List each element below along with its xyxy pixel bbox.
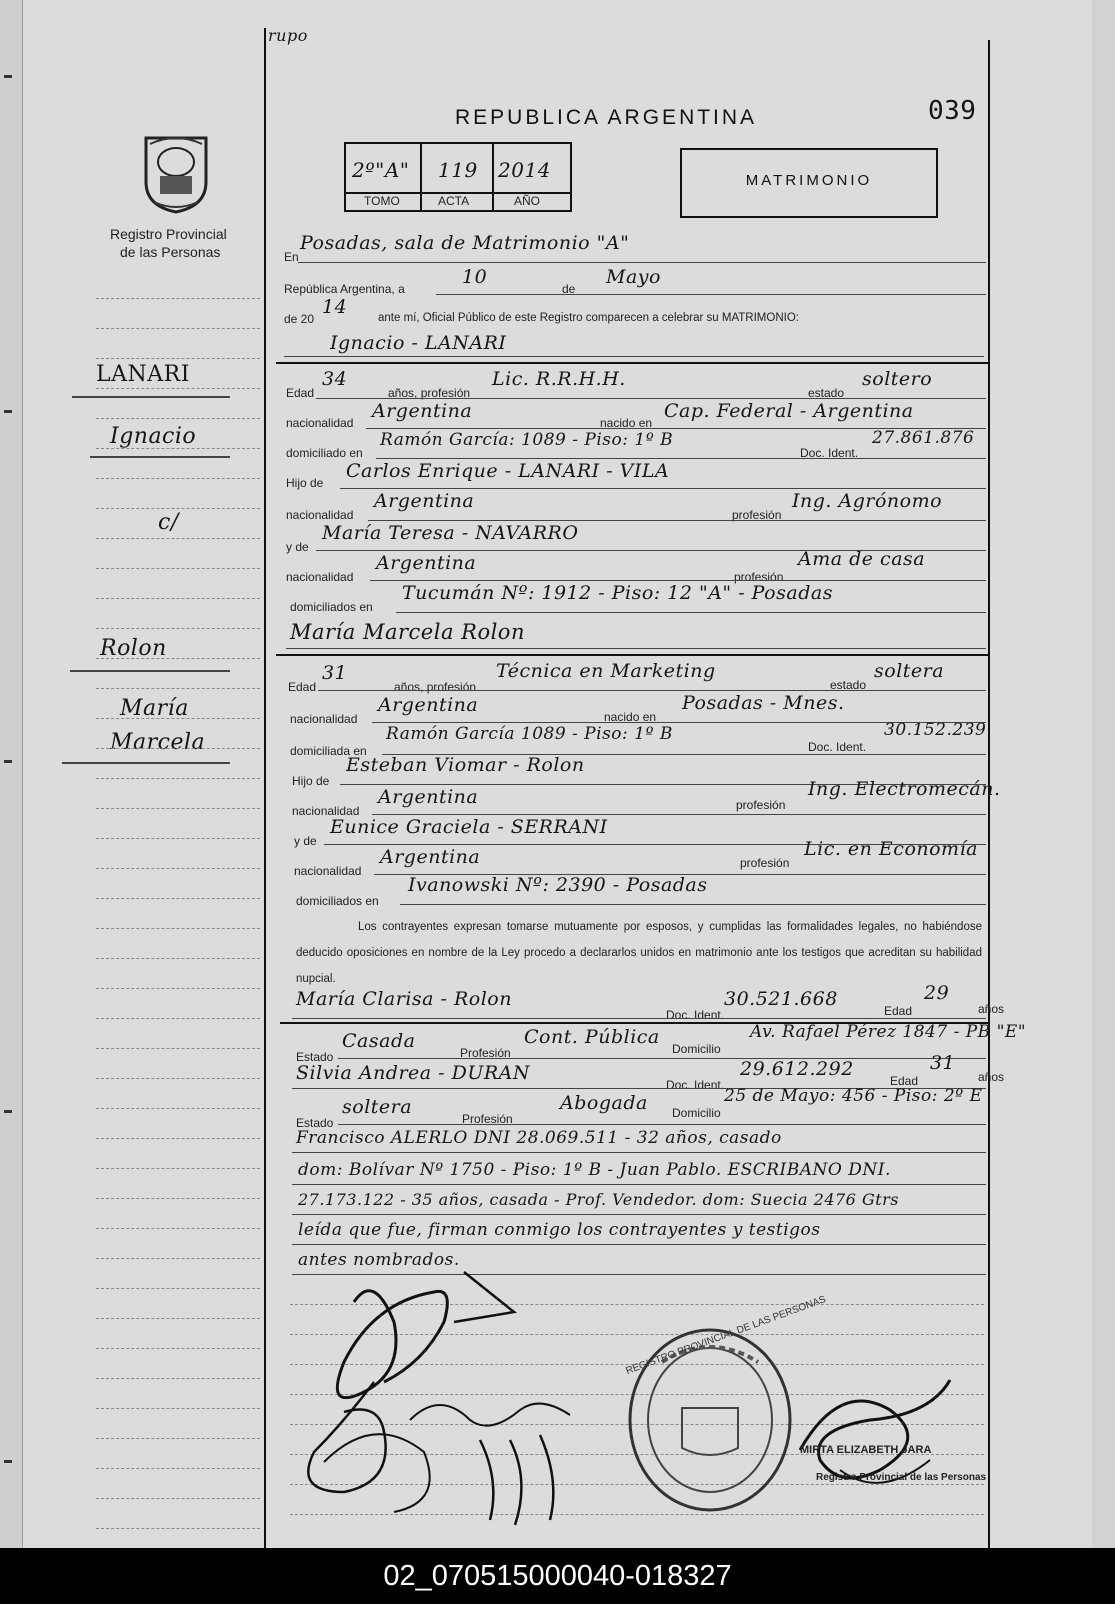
- binding-edge: [0, 0, 23, 1548]
- acta-value: 119: [438, 158, 478, 182]
- groom-birthplace: Cap. Federal - Argentina: [664, 400, 914, 422]
- groom-father-nationality: Argentina: [374, 490, 475, 512]
- bride-birthplace: Posadas - Mnes.: [682, 692, 845, 714]
- profesion-label: profesión: [736, 798, 786, 812]
- groom-name: Ignacio - LANARI: [330, 332, 507, 354]
- anio-value: 2014: [498, 158, 551, 182]
- margin-rule: [96, 658, 260, 659]
- margin-rule: [96, 958, 260, 959]
- witness1-age: 29: [924, 982, 950, 1004]
- margin-surname2: Rolon: [100, 636, 167, 661]
- footer-id: 02_070515000040-018327: [0, 1548, 1115, 1604]
- round-seal-icon: [622, 1322, 798, 1518]
- margin-name2b: Marcela: [110, 730, 206, 755]
- extra-line-4: leída que fue, firman conmigo los contrayentes y testigos: [298, 1220, 821, 1240]
- extra-line-2: dom: Bolívar Nº 1750 - Piso: 1º B - Juan Pablo. ESCRIBANO DNI.: [298, 1160, 891, 1180]
- profesion-label: profesión: [734, 570, 784, 584]
- registry-line2: de las Personas: [120, 244, 221, 260]
- estado-label: Estado: [296, 1050, 334, 1064]
- domiciliados-label: domiciliados en: [296, 894, 379, 908]
- republica-label: República Argentina, a: [284, 282, 405, 296]
- witness2-address: 25 de Mayo: 456 - Piso: 2º E: [724, 1086, 983, 1106]
- page-number: 039: [928, 96, 977, 126]
- margin-rule: [96, 1408, 260, 1409]
- margin-rule: [96, 1258, 260, 1259]
- margin-rule: [96, 418, 260, 419]
- hijo-label: Hijo de: [292, 774, 330, 788]
- yde-label: y de: [294, 834, 317, 848]
- witness2-age: 31: [930, 1052, 956, 1074]
- bride-father-profession: Ing. Electromecán.: [808, 778, 1001, 800]
- witness1-status: Casada: [342, 1030, 416, 1052]
- domiciliada-label: domiciliada en: [290, 744, 367, 758]
- margin-rule: [96, 388, 260, 389]
- anio-label: AÑO: [514, 194, 541, 208]
- nacionalidad-label: nacionalidad: [286, 416, 354, 430]
- margin-rule: [96, 508, 260, 509]
- profesion-label: Profesión: [462, 1112, 513, 1126]
- bride-doc: 30.152.239: [884, 720, 987, 740]
- nacionalidad-label: nacionalidad: [294, 864, 362, 878]
- nacido-label: nacido en: [600, 416, 653, 430]
- profesion-label: años, profesión: [388, 386, 471, 400]
- tomo-value: 2º"A": [352, 158, 410, 182]
- doc-label: Doc. Ident.: [666, 1078, 725, 1092]
- witness2-name: Silvia Andrea - DURAN: [296, 1062, 531, 1084]
- profesion-label: profesión: [732, 508, 782, 522]
- margin-rule: [96, 898, 260, 899]
- estado-label: estado: [830, 678, 867, 692]
- margin-rule: [96, 1498, 260, 1499]
- nacionalidad-label: nacionalidad: [292, 804, 360, 818]
- binding-hole: [4, 1110, 12, 1113]
- margin-rule: [96, 1198, 260, 1199]
- provincial-seal-icon: [136, 132, 216, 216]
- margin-rule: [96, 1318, 260, 1319]
- tomo-acta-box: [344, 142, 572, 212]
- groom-father-profession: Ing. Agrónomo: [792, 490, 943, 512]
- groom-father: Carlos Enrique - LANARI - VILA: [346, 460, 670, 482]
- doc-label: Doc. Ident.: [666, 1008, 725, 1022]
- tomo-label: TOMO: [364, 194, 400, 208]
- groom-profession: Lic. R.R.H.H.: [492, 368, 626, 390]
- margin-name2a: María: [120, 696, 189, 721]
- nacionalidad-label: nacionalidad: [286, 508, 354, 522]
- round-seal-text: REGISTRO PROVINCIAL DE LAS PERSONAS: [624, 1294, 828, 1377]
- margin-rule: [96, 598, 260, 599]
- domicilio-label: Domicilio: [672, 1042, 721, 1056]
- anos-label: años: [978, 1002, 1005, 1016]
- groom-mother: María Teresa - NAVARRO: [322, 522, 579, 544]
- bride-nationality: Argentina: [378, 694, 479, 716]
- witness-signature-icon: [400, 1380, 600, 1530]
- bride-mother-profession: Lic. en Economía: [804, 838, 978, 860]
- extra-line-1: Francisco ALERLO DNI 28.069.511 - 32 años, casado: [296, 1128, 782, 1148]
- witness2-doc: 29.612.292: [740, 1058, 854, 1080]
- bride-name: María Marcela Rolon: [290, 620, 525, 644]
- doc-label: Doc. Ident.: [808, 740, 867, 754]
- margin-rule: [96, 538, 260, 539]
- left-frame-line: [264, 28, 266, 1548]
- binding-hole: [4, 1460, 12, 1463]
- groom-mother-nationality: Argentina: [376, 552, 477, 574]
- hijo-label: Hijo de: [286, 476, 324, 490]
- margin-rule: [96, 1138, 260, 1139]
- estado-label: Estado: [296, 1116, 334, 1130]
- groom-status: soltero: [862, 368, 933, 390]
- margin-rule: [96, 1468, 260, 1469]
- bride-parents-address: Ivanowski Nº: 2390 - Posadas: [408, 874, 708, 896]
- binding-hole: [4, 410, 12, 413]
- margin-surname1: LANARI: [96, 362, 190, 387]
- margin-rule: [96, 1348, 260, 1349]
- estado-label: estado: [808, 386, 845, 400]
- margin-rule: [96, 688, 260, 689]
- margin-rule: [96, 1168, 260, 1169]
- official-name: MIRTA ELIZABETH JARA: [800, 1444, 932, 1456]
- margin-rule: [96, 928, 260, 929]
- acta-label: ACTA: [438, 194, 470, 208]
- groom-doc: 27.861.876: [872, 428, 975, 448]
- witness2-status: soltera: [342, 1096, 413, 1118]
- record-type-box: [680, 148, 938, 218]
- margin-rule: [96, 1288, 260, 1289]
- binding-hole: [4, 75, 12, 78]
- margin-conj: c/: [158, 510, 179, 535]
- corner-mark: rupo: [268, 26, 308, 45]
- country-title: REPUBLICA ARGENTINA: [455, 106, 758, 129]
- groom-age: 34: [322, 368, 348, 390]
- margin-rule: [96, 478, 260, 479]
- bride-age: 31: [322, 662, 348, 684]
- groom-address: Ramón García: 1089 - Piso: 1º B: [380, 430, 674, 450]
- bride-mother: Eunice Graciela - SERRANI: [330, 816, 608, 838]
- place-value: Posadas, sala de Matrimonio "A": [300, 232, 630, 254]
- margin-rule: [96, 1108, 260, 1109]
- margin-rule: [96, 1378, 260, 1379]
- groom-nationality: Argentina: [372, 400, 473, 422]
- domicilio-label: Domicilio: [672, 1106, 721, 1120]
- margin-rule: [96, 808, 260, 809]
- witness1-address: Av. Rafael Pérez 1847 - PB "E": [750, 1022, 1027, 1042]
- edad-label: Edad: [288, 680, 317, 694]
- binding-hole: [4, 760, 12, 763]
- margin-rule: [96, 628, 260, 629]
- margin-rule: [96, 838, 260, 839]
- right-margin: [1092, 0, 1115, 1548]
- section-divider: [276, 654, 988, 656]
- witness1-profession: Cont. Pública: [524, 1026, 660, 1048]
- section-divider: [276, 362, 988, 364]
- margin-rule: [96, 358, 260, 359]
- margin-rule: [96, 1018, 260, 1019]
- edad-label: Edad: [884, 1004, 913, 1018]
- doc-label: Doc. Ident.: [800, 446, 859, 460]
- de-label: de: [562, 282, 576, 296]
- witness1-doc: 30.521.668: [724, 988, 838, 1010]
- profesion-label: profesión: [740, 856, 790, 870]
- day-value: 10: [462, 266, 488, 288]
- margin-rule: [96, 718, 260, 719]
- edad-label: Edad: [890, 1074, 919, 1088]
- groom-mother-profession: Ama de casa: [798, 548, 926, 570]
- margin-rule: [96, 1528, 260, 1529]
- margin-rule: [96, 778, 260, 779]
- bride-father: Esteban Viomar - Rolon: [346, 754, 585, 776]
- margin-rule: [96, 1048, 260, 1049]
- official-title: Registro Provincial de las Personas: [816, 1472, 987, 1483]
- margin-rule: [96, 298, 260, 299]
- groom-parents-address: Tucumán Nº: 1912 - Piso: 12 "A" - Posadas: [402, 582, 833, 604]
- record-type: MATRIMONIO: [745, 172, 873, 189]
- month-value: Mayo: [606, 266, 661, 288]
- edad-label: Edad: [286, 386, 315, 400]
- margin-rule: [96, 1438, 260, 1439]
- bride-status: soltera: [874, 660, 945, 682]
- extra-line-5: antes nombrados.: [298, 1250, 460, 1270]
- margin-name1: Ignacio: [110, 424, 197, 449]
- margin-rule: [96, 868, 260, 869]
- nacido-label: nacido en: [604, 710, 657, 724]
- profesion-label: Profesión: [460, 1046, 511, 1060]
- domiciliados-label: domiciliados en: [290, 600, 373, 614]
- de20-label: de 20: [284, 312, 315, 326]
- margin-rule: [96, 748, 260, 749]
- bride-address: Ramón García 1089 - Piso: 1º B: [386, 724, 673, 744]
- declaration-text: Los contrayentes expresan tomarse mutuamente por esposos, y cumplidas las formalidades legales, no habiéndose deducido oposiciones en nombre de la Ley procedo a declararlos unidos en matrimonio ante los testigos que acreditan su habilidad nupcial.: [296, 921, 982, 985]
- domiciliado-label: domiciliado en: [286, 446, 363, 460]
- nacionalidad-label: nacionalidad: [290, 712, 358, 726]
- anos-label: años: [978, 1070, 1005, 1084]
- bride-profession: Técnica en Marketing: [496, 660, 716, 682]
- margin-rule: [96, 1228, 260, 1229]
- margin-rule: [96, 568, 260, 569]
- margin-rule: [96, 988, 260, 989]
- profesion-label: años, profesión: [394, 680, 477, 694]
- ante-text: ante mí, Oficial Público de este Registro comparecen a celebrar su MATRIMONIO:: [378, 312, 799, 324]
- margin-rule: [96, 328, 260, 329]
- bride-father-nationality: Argentina: [378, 786, 479, 808]
- margin-rule: [96, 1078, 260, 1079]
- yde-label: y de: [286, 540, 309, 554]
- extra-line-3: 27.173.122 - 35 años, casada - Prof. Vendedor. dom: Suecia 2476 Gtrs: [298, 1190, 900, 1209]
- en-label: En: [284, 250, 299, 264]
- year-value: 14: [322, 296, 348, 318]
- bride-mother-nationality: Argentina: [380, 846, 481, 868]
- margin-rule: [96, 448, 260, 449]
- registry-line1: Registro Provincial: [110, 226, 227, 242]
- witness2-profession: Abogada: [560, 1092, 648, 1114]
- nacionalidad-label: nacionalidad: [286, 570, 354, 584]
- witness1-name: María Clarisa - Rolon: [296, 988, 512, 1010]
